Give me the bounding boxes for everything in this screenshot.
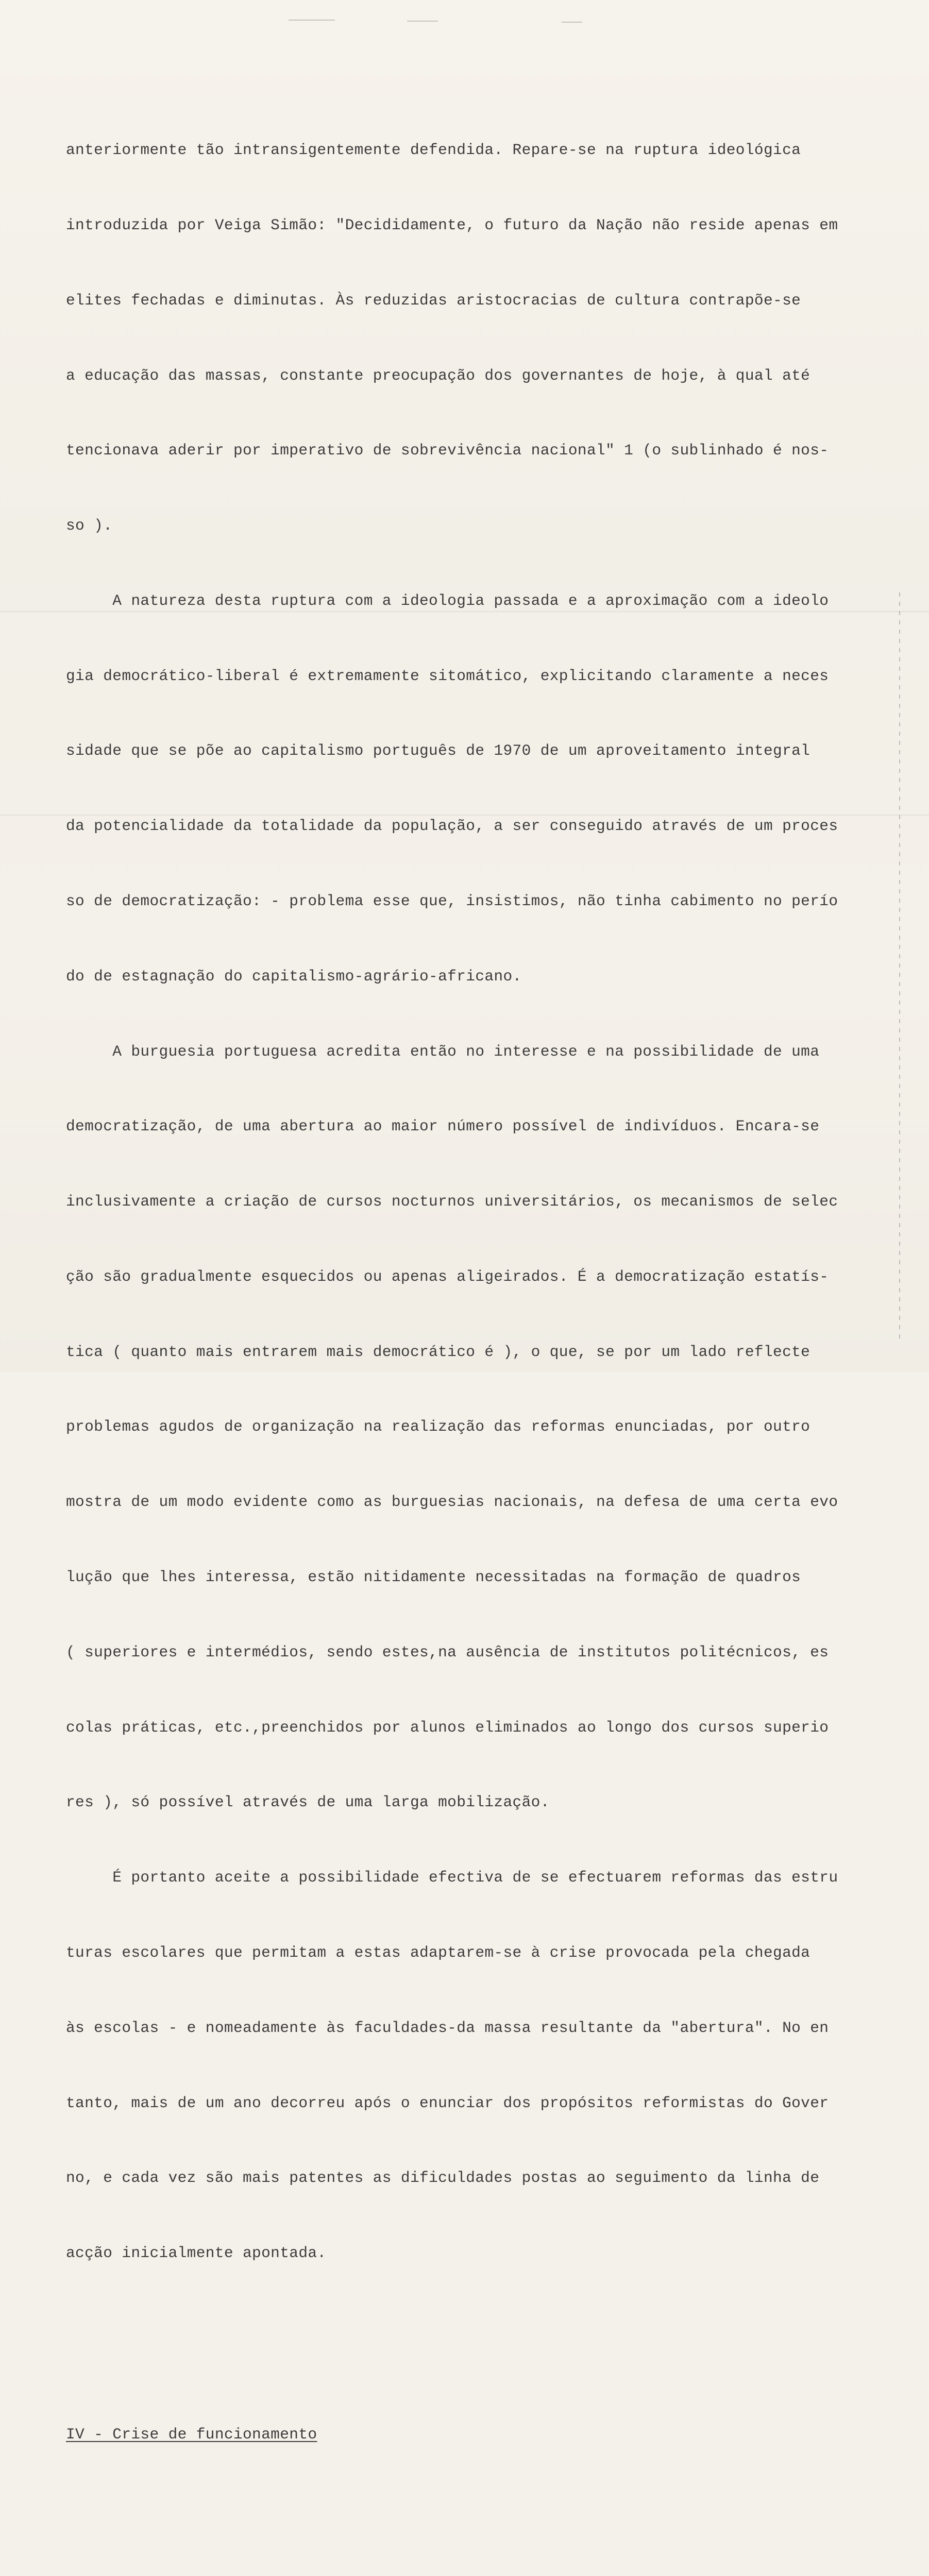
text-line: introduzida por Veiga Simão: "Decididamente, o futuro da Nação não reside apenas em [66, 216, 838, 234]
text-line: sidade que se põe ao capitalismo português de 1970 de um aproveitamento integral [66, 742, 810, 760]
text-line: ( superiores e intermédios, sendo estes,na ausência de institutos politécnicos, es [66, 1643, 829, 1661]
text-line: acção inicialmente apontada. [66, 2244, 327, 2262]
text-line: do de estagnação do capitalismo-agrário-africano. [66, 967, 522, 985]
text-line: elites fechadas e diminutas. Às reduzidas aristocracias de cultura contrapõe-se [66, 291, 801, 309]
body-text [66, 88, 838, 2576]
text-line: da potencialidade da totalidade da população, a ser conseguido através de um proces [66, 817, 838, 835]
text-line: A natureza desta ruptura com a ideologia passada e a aproximação com a ideolo [66, 591, 829, 609]
margin-mark [289, 20, 335, 21]
text-line: A burguesia portuguesa acredita então no interesse e na possibilidade de uma [66, 1042, 820, 1060]
text-line: ção são gradualmente esquecidos ou apenas aligeirados. É a democratização estatís- [66, 1267, 829, 1285]
text-line: colas práticas, etc.,preenchidos por alunos eliminados ao longo dos cursos superio [66, 1718, 829, 1736]
text-line: a educação das massas, constante preocupação dos governantes de hoje, à qual até [66, 366, 810, 384]
text-line: democratização, de uma abertura ao maior número possível de indivíduos. Encara-se [66, 1117, 820, 1136]
text-line: no, e cada vez são mais patentes as dificuldades postas ao seguimento da linha de [66, 2169, 820, 2187]
margin-mark [407, 21, 438, 22]
text-line: mostra de um modo evidente como as burguesias nacionais, na defesa de uma certa evo [66, 1493, 838, 1511]
section-heading: IV - Crise de funcionamento [66, 2425, 317, 2443]
text-line: anteriormente tão intransigentemente defendida. Repare-se na ruptura ideológica [66, 141, 801, 159]
spacer [66, 2497, 818, 2526]
text-line: tencionava aderir por imperativo de sobrevivência nacional" 1 (o sublinhado é nos- [66, 442, 829, 460]
margin-mark [562, 22, 582, 23]
text-line: gia democrático-liberal é extremamente sitomático, explicitando claramente a neces [66, 667, 829, 685]
text-line: inclusivamente a criação de cursos nocturnos universitários, os mecanismos de selec [66, 1193, 838, 1211]
text-line: lução que lhes interessa, estão nitidamente necessitadas na formação de quadros [66, 1568, 801, 1586]
text-line: É portanto aceite a possibilidade efectiva de se efectuarem reformas das estru [66, 1869, 838, 1887]
text-line: turas escolares que permitam a estas adaptarem-se à crise provocada pela chegada [66, 1943, 810, 1961]
text-line: so de democratização: - problema esse que, insistimos, não tinha cabimento no perío [66, 892, 838, 910]
margin-dashes [899, 592, 900, 1340]
text-line: às escolas - e nomeadamente às faculdades-da massa resultante da "abertura". No en [66, 2019, 829, 2037]
text-line: so ). [66, 517, 113, 535]
text-line: tica ( quanto mais entrarem mais democrático é ), o que, se por um lado reflecte [66, 1343, 810, 1361]
text-line: problemas agudos de organização na realização das reformas enunciadas, por outro [66, 1418, 810, 1436]
text-line: res ), só possível através de uma larga mobilização. [66, 1793, 550, 1811]
text-line: tanto, mais de um ano decorreu após o enunciar dos propósitos reformistas do Gover [66, 2094, 829, 2112]
spacer [66, 2341, 818, 2371]
